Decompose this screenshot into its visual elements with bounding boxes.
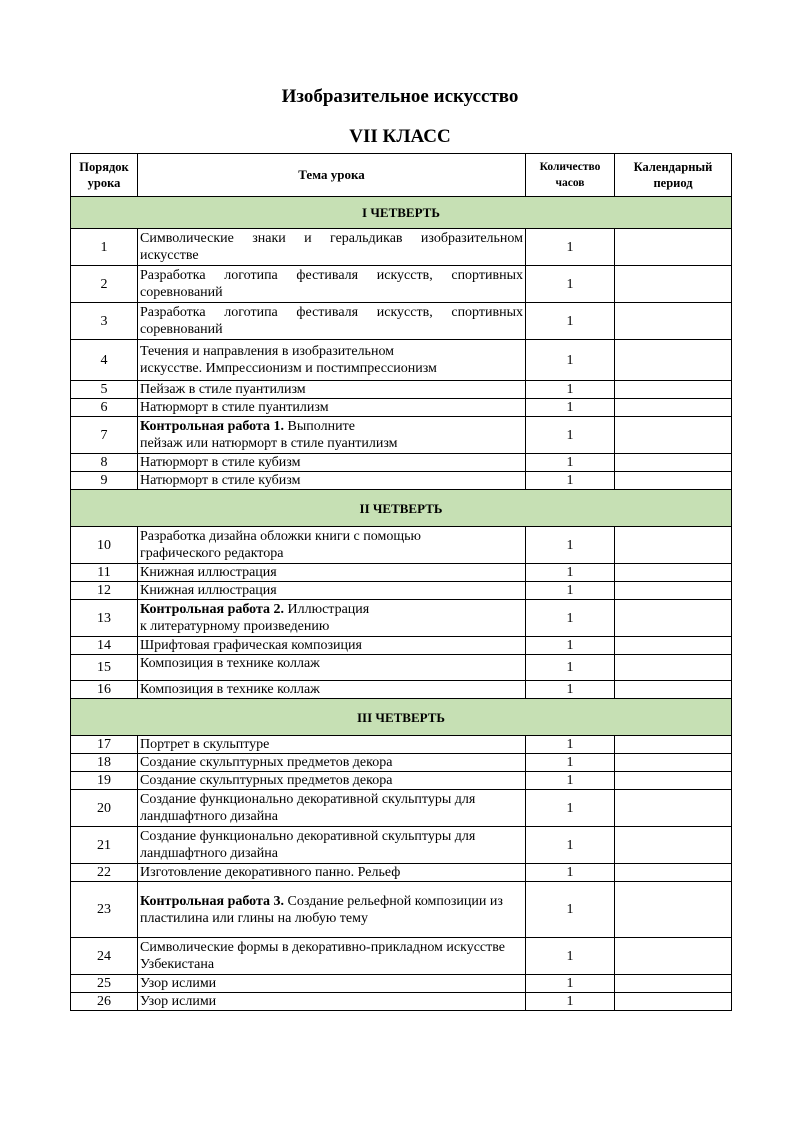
table-row	[71, 527, 732, 564]
lesson-number: 26	[71, 993, 138, 1011]
lesson-number: 2	[71, 266, 138, 303]
quarter-label: II ЧЕТВЕРТЬ	[71, 490, 732, 527]
lesson-number: 12	[71, 582, 138, 600]
lesson-number: 11	[71, 564, 138, 582]
lesson-hours: 1	[526, 399, 615, 417]
calendar-period-cell	[615, 340, 732, 381]
lesson-hours: 1	[526, 303, 615, 340]
table-row	[71, 266, 732, 303]
lesson-number: 25	[71, 975, 138, 993]
test-label: Контрольная работа 3.	[140, 893, 285, 909]
table-row	[71, 772, 732, 790]
lesson-topic: Узор ислими	[138, 993, 526, 1011]
calendar-period-cell	[615, 827, 732, 864]
lesson-topic	[138, 527, 526, 564]
lesson-number: 16	[71, 681, 138, 699]
lesson-number: 1	[71, 229, 138, 266]
topic-line: Выполните	[284, 419, 355, 434]
calendar-period-cell	[615, 882, 732, 938]
calendar-period-cell	[615, 754, 732, 772]
calendar-period-cell	[615, 681, 732, 699]
table-row	[71, 655, 732, 681]
lesson-topic: Создание скульптурных предметов декора	[138, 772, 526, 790]
lesson-hours: 1	[526, 790, 615, 827]
calendar-period-cell	[615, 582, 732, 600]
calendar-period-cell	[615, 417, 732, 454]
lesson-number: 22	[71, 864, 138, 882]
lesson-topic: Символические знаки и геральдикав изобразительном искусстве	[138, 229, 526, 266]
table-row	[71, 381, 732, 399]
lesson-plan-table	[70, 153, 732, 1011]
lesson-hours: 1	[526, 229, 615, 266]
table-row	[71, 681, 732, 699]
lesson-hours: 1	[526, 864, 615, 882]
quarter-row-1	[71, 197, 732, 229]
calendar-period-cell	[615, 454, 732, 472]
lesson-hours: 1	[526, 582, 615, 600]
lesson-number: 20	[71, 790, 138, 827]
calendar-period-cell	[615, 864, 732, 882]
table-row	[71, 827, 732, 864]
topic-line: к литературному произведению	[140, 619, 330, 634]
calendar-period-cell	[615, 303, 732, 340]
lesson-number: 10	[71, 527, 138, 564]
table-row	[71, 417, 732, 454]
lesson-number: 24	[71, 938, 138, 975]
lesson-topic	[138, 938, 526, 975]
table-row	[71, 582, 732, 600]
table-row	[71, 229, 732, 266]
lesson-hours: 1	[526, 736, 615, 754]
lesson-hours: 1	[526, 564, 615, 582]
lesson-topic	[138, 340, 526, 381]
test-label: Контрольная работа 1.	[140, 419, 285, 434]
lesson-topic: Натюрморт в стиле кубизм	[138, 472, 526, 490]
lesson-number: 21	[71, 827, 138, 864]
topic-line: искусстве. Импрессионизм и постимпрессионизм	[140, 361, 437, 376]
lesson-hours: 1	[526, 772, 615, 790]
lesson-hours: 1	[526, 600, 615, 637]
lesson-hours: 1	[526, 975, 615, 993]
calendar-period-cell	[615, 266, 732, 303]
table-row	[71, 303, 732, 340]
topic-line: Создание рельефной композиции из	[284, 893, 503, 909]
lesson-hours: 1	[526, 454, 615, 472]
topic-line: Разработка дизайна обложки книги с помощью	[140, 529, 421, 544]
lesson-topic: Шрифтовая графическая композиция	[138, 637, 526, 655]
table-row	[71, 340, 732, 381]
lesson-topic	[138, 790, 526, 827]
header-theme: Тема урока	[138, 154, 526, 197]
table-row	[71, 975, 732, 993]
calendar-period-cell	[615, 472, 732, 490]
lesson-hours: 1	[526, 938, 615, 975]
lesson-number: 5	[71, 381, 138, 399]
lesson-hours: 1	[526, 381, 615, 399]
lesson-topic: Разработка логотипа фестиваля искусств, спортивных соревнований	[138, 266, 526, 303]
calendar-period-cell	[615, 772, 732, 790]
lesson-hours: 1	[526, 882, 615, 938]
lesson-number: 13	[71, 600, 138, 637]
calendar-period-cell	[615, 993, 732, 1011]
lesson-hours: 1	[526, 655, 615, 681]
table-row	[71, 564, 732, 582]
table-row	[71, 790, 732, 827]
lesson-hours: 1	[526, 472, 615, 490]
table-row	[71, 454, 732, 472]
lesson-topic: Книжная иллюстрация	[138, 582, 526, 600]
topic-line: пейзаж или натюрморт в стиле пуантилизм	[140, 436, 398, 451]
table-row	[71, 938, 732, 975]
calendar-period-cell	[615, 381, 732, 399]
lesson-topic: Книжная иллюстрация	[138, 564, 526, 582]
quarter-row-2	[71, 490, 732, 527]
lesson-hours: 1	[526, 993, 615, 1011]
topic-line: Иллюстрация	[284, 602, 370, 617]
calendar-period-cell	[615, 229, 732, 266]
calendar-period-cell	[615, 790, 732, 827]
calendar-period-cell	[615, 637, 732, 655]
lesson-number: 23	[71, 882, 138, 938]
calendar-period-cell	[615, 399, 732, 417]
table-row	[71, 736, 732, 754]
table-row	[71, 637, 732, 655]
lesson-hours: 1	[526, 827, 615, 864]
topic-line: Узбекистана	[140, 957, 215, 972]
lesson-topic: Портрет в скульптуре	[138, 736, 526, 754]
lesson-hours: 1	[526, 340, 615, 381]
lesson-topic: Пейзаж в стиле пуантилизм	[138, 381, 526, 399]
lesson-topic: Узор ислими	[138, 975, 526, 993]
topic-line: Создание функционально декоративной скульптуры для	[140, 792, 476, 807]
document-title: Изобразительное искусство	[281, 86, 519, 107]
lesson-topic: Композиция в технике коллаж	[138, 681, 526, 699]
lesson-topic	[138, 882, 526, 938]
topic-line: ландшафтного дизайна	[140, 809, 278, 824]
table-row	[71, 600, 732, 637]
lesson-number: 15	[71, 655, 138, 681]
quarter-label: III ЧЕТВЕРТЬ	[71, 699, 732, 736]
calendar-period-cell	[615, 600, 732, 637]
quarter-row-3	[71, 699, 732, 736]
calendar-period-cell	[615, 655, 732, 681]
table-header-row	[71, 154, 732, 197]
lesson-topic: Натюрморт в стиле кубизм	[138, 454, 526, 472]
lesson-number: 17	[71, 736, 138, 754]
header-order: Порядок урока	[71, 154, 138, 197]
lesson-number: 18	[71, 754, 138, 772]
topic-line: графического редактора	[140, 546, 284, 561]
lesson-topic: Создание скульптурных предметов декора	[138, 754, 526, 772]
lesson-number: 4	[71, 340, 138, 381]
calendar-period-cell	[615, 736, 732, 754]
lesson-number: 19	[71, 772, 138, 790]
topic-line: ландшафтного дизайна	[140, 846, 278, 861]
topic-line: пластилина или глины на любую тему	[140, 910, 368, 926]
lesson-topic: Натюрморт в стиле пуантилизм	[138, 399, 526, 417]
calendar-period-cell	[615, 564, 732, 582]
lesson-topic: Изготовление декоративного панно. Рельеф	[138, 864, 526, 882]
topic-line: Символические формы в декоративно-прикладном искусстве	[140, 940, 506, 955]
calendar-period-cell	[615, 938, 732, 975]
lesson-topic	[138, 417, 526, 454]
lesson-hours: 1	[526, 681, 615, 699]
topic-line: Течения и направления в изобразительном	[140, 344, 395, 359]
lesson-number: 3	[71, 303, 138, 340]
table-row	[71, 472, 732, 490]
header-hours: Количество часов	[526, 154, 615, 197]
lesson-number: 9	[71, 472, 138, 490]
lesson-topic: Разработка логотипа фестиваля искусств, спортивных соревнований	[138, 303, 526, 340]
table-row	[71, 399, 732, 417]
header-period: Календарный период	[615, 154, 732, 197]
table-row	[71, 993, 732, 1011]
topic-line: Создание функционально декоративной скульптуры для	[140, 829, 476, 844]
lesson-hours: 1	[526, 417, 615, 454]
quarter-label: I ЧЕТВЕРТЬ	[71, 197, 732, 229]
lesson-hours: 1	[526, 527, 615, 564]
lesson-number: 8	[71, 454, 138, 472]
lesson-hours: 1	[526, 754, 615, 772]
lesson-number: 7	[71, 417, 138, 454]
lesson-number: 14	[71, 637, 138, 655]
lesson-number: 6	[71, 399, 138, 417]
table-row	[71, 864, 732, 882]
calendar-period-cell	[615, 975, 732, 993]
table-row	[71, 882, 732, 938]
lesson-topic	[138, 600, 526, 637]
class-subtitle: VII КЛАСС	[349, 126, 451, 147]
lesson-hours: 1	[526, 637, 615, 655]
test-label: Контрольная работа 2.	[140, 602, 285, 617]
calendar-period-cell	[615, 527, 732, 564]
table-row	[71, 754, 732, 772]
lesson-topic: Композиция в технике коллаж	[138, 655, 526, 681]
lesson-hours: 1	[526, 266, 615, 303]
lesson-topic	[138, 827, 526, 864]
